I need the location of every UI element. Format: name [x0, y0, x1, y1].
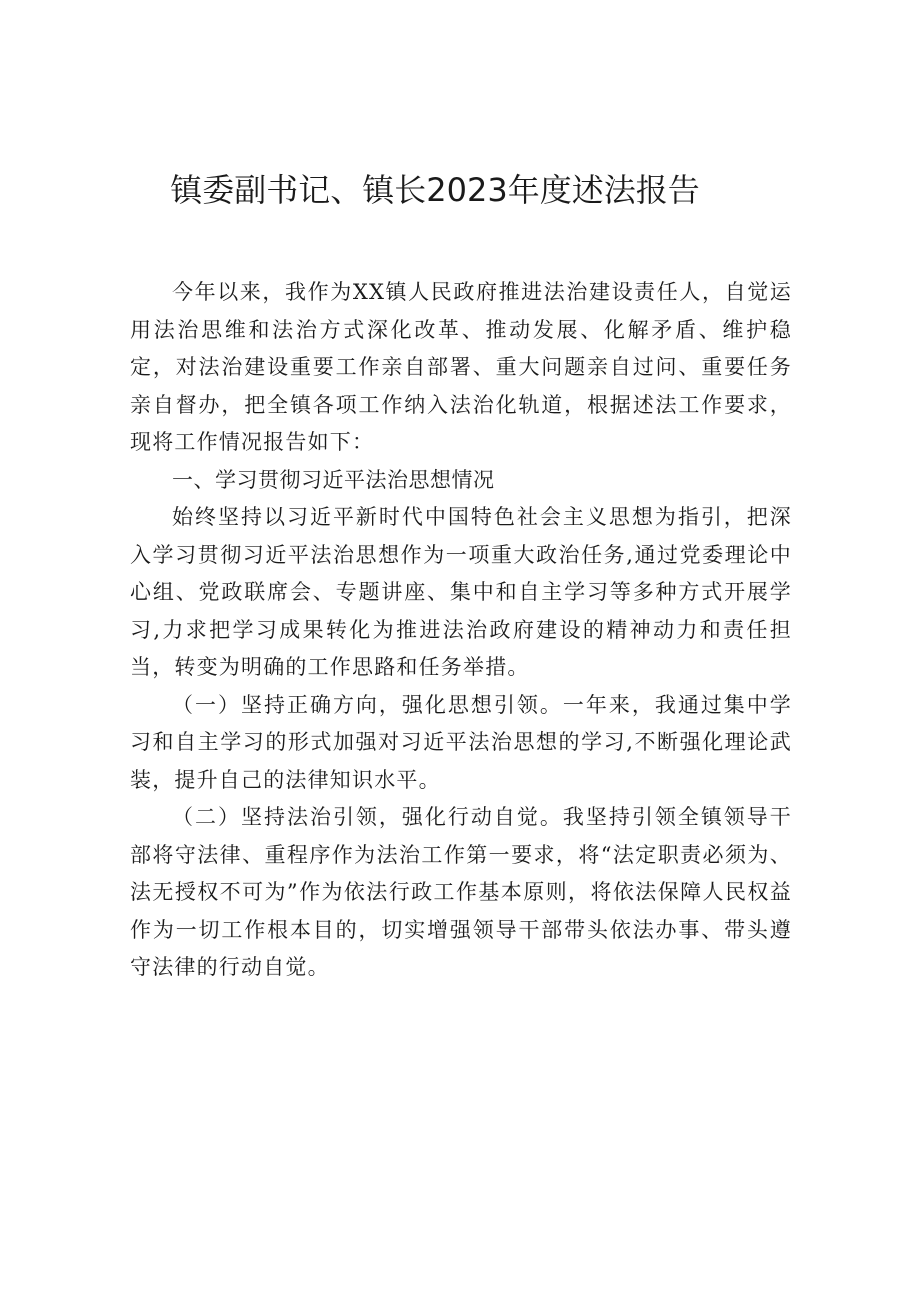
section-heading: 一、学习贯彻习近平法治思想情况	[172, 467, 495, 492]
intro-paragraph: 今年以来，我作为XX镇人民政府推进法治建设责任人，自觉运用法治思维和法治方式深化改革、推动发展、化解矛盾、维护稳定，对法治建设重要工作亲自部署、重大问题亲自过问、重要任务亲自督办，把全镇各项工作纳入法治化轨道，根据述法工作要求，现将工作情况报告如下：	[130, 280, 792, 454]
subsection-paragraph-1: （一）坚持正确方向，强化思想引领。一年来，我通过集中学习和自主学习的形式加强对习近平法治思想的学习,不断强化理论武装，提升自己的法律知识水平。	[130, 692, 792, 792]
subsection-paragraph-2: （二）坚持法治引领，强化行动自觉。我坚持引领全镇领导干部将守法律、重程序作为法治工作第一要求，将“法定职责必须为、法无授权不可为”作为依法行政工作基本原则，将依法保障人民权益作为一切工作根本目的，切实增强领导干部带头依法办事、带头遵守法律的行动自觉。	[130, 805, 792, 979]
section-paragraph: 始终坚持以习近平新时代中国特色社会主义思想为指引，把深入学习贯彻习近平法治思想作为一项重大政治任务,通过党委理论中心组、党政联席会、专题讲座、集中和自主学习等多种方式开展学习,力求把学习成果转化为推进法治政府建设的精神动力和责任担当，转变为明确的工作思路和任务举措。	[130, 505, 792, 679]
document-body	[130, 274, 792, 987]
document-title: 镇委副书记、镇长2023年度述法报告	[170, 171, 700, 209]
